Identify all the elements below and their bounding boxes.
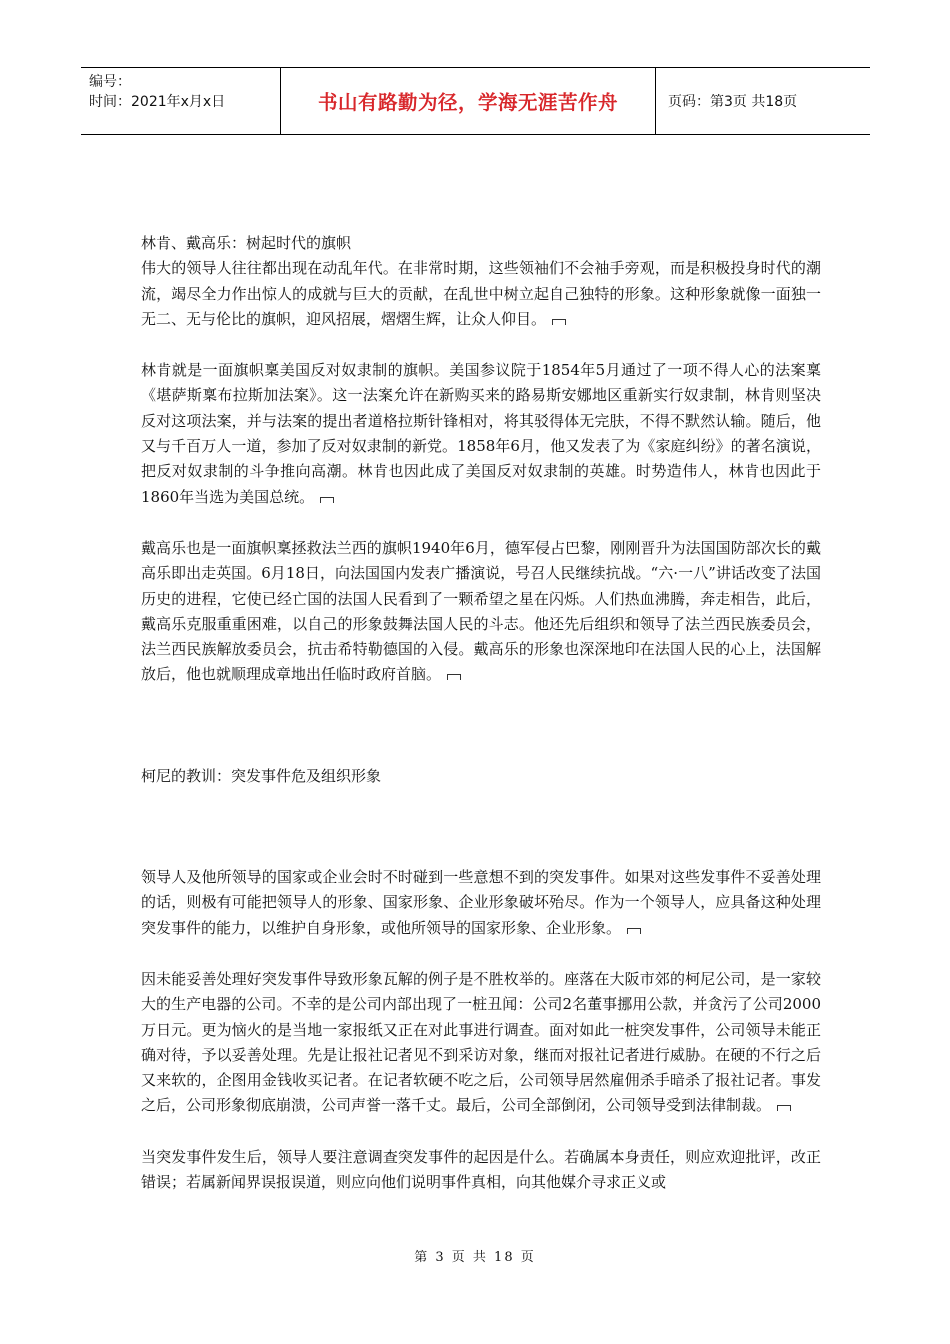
header-motto-cell — [280, 68, 656, 134]
return-mark-icon — [627, 928, 641, 934]
header-meta — [81, 68, 280, 134]
page-footer: 第 3 页 共 18 页 — [414, 1250, 536, 1265]
document-body — [141, 231, 821, 1195]
return-mark-icon — [552, 319, 566, 325]
number-label: 编号： — [89, 74, 131, 90]
motto-text: 书山有路勤为径，学海无涯苦作舟 — [317, 91, 618, 114]
page-header — [81, 67, 870, 135]
page-label: 页码：第3页 共18页 — [668, 94, 798, 110]
return-mark-icon — [320, 497, 334, 503]
paragraph: 戴高乐也是一面旗帜稟拯救法兰西的旗帜1940年6月，德军侵占巴黎，刚刚晋升为法国国防部次长的戴高乐即出走英国。6月18日，向法国国内发表广播演说，号召人民继续抗战。“六·一八”讲话改变了法国历史的进程，它使已经亡国的法国人民看到了一颗希望之星在闪烁。人们热血沸腾，奔走相告，此后，戴高乐克服重重困难，以自己的形象鼓舞法国人民的斗志。他还先后组织和领导了法兰西民族委员会，法兰西民族解放委员会，抗击希特勒德国的入侵。戴高乐的形象也深深地印在法国人民的心上，法国解放后，他也就顺理成章地出任临时政府首脑。 — [141, 538, 821, 684]
section-title: 柯尼的教训：突发事件危及组织形象 — [141, 766, 382, 785]
date-label: 时间：2021年x月x日 — [89, 94, 226, 110]
paragraph: 领导人及他所领导的国家或企业会时不时碰到一些意想不到的突发事件。如果对这些发事件不妥善处理的话，则极有可能把领导人的形象、国家形象、企业形象破坏殆尽。作为一个领导人，应具备这种处理突发事件的能力，以维护自身形象，或他所领导的国家形象、企业形象。 — [141, 868, 821, 937]
return-mark-icon — [447, 674, 461, 680]
paragraph: 伟大的领导人往往都出现在动乱年代。在非常时期，这些领袖们不会袖手旁观，而是积极投身时代的潮流，竭尽全力作出惊人的成就与巨大的贡献，在乱世中树立起自己独特的形象。这种形象就像一面独一无二、无与伦比的旗帜，迎风招展，熠熠生辉，让众人仰目。 — [141, 259, 821, 328]
paragraph: 因未能妥善处理好突发事件导致形象瓦解的例子是不胜枚举的。座落在大阪市郊的柯尼公司，是一家较大的生产电器的公司。不幸的是公司内部出现了一桩丑闻：公司2名董事挪用公款，并贪污了公司2000万日元。更为恼火的是当地一家报纸又正在对此事进行调查。面对如此一桩突发事件，公司领导未能正确对待，予以妥善处理。先是让报社记者见不到采访对象，继而对报社记者进行威胁。在硬的不行之后又来软的，企图用金钱收买记者。在记者软硬不吃之后，公司领导居然雇佣杀手暗杀了报社记者。事发之后，公司形象彻底崩溃，公司声誉一落千丈。最后，公司全部倒闭，公司领导受到法律制裁。 — [141, 969, 821, 1115]
paragraph: 当突发事件发生后，领导人要注意调查突发事件的起因是什么。若确属本身责任，则应欢迎批评，改正错误；若属新闻界误报误道，则应向他们说明事件真相，向其他媒介寻求正义或 — [141, 1147, 821, 1192]
section-title: 林肯、戴高乐：树起时代的旗帜 — [141, 234, 352, 252]
header-page-cell — [656, 68, 870, 134]
paragraph: 林肯就是一面旗帜稟美国反对奴隶制的旗帜。美国参议院于1854年5月通过了一项不得人心的法案稟《堪萨斯稟布拉斯加法案》。这一法案允许在新购买来的路易斯安娜地区重新实行奴隶制，林肯则坚决反对这项法案，并与法案的提出者道格拉斯针锋相对，将其驳得体无完肤，不得不默然认输。随后，他又与千百万人一道，参加了反对奴隶制的新党。1858年6月，他又发表了为《家庭纠纷》的著名演说，把反对奴隶制的斗争推向高潮。林肯也因此成了美国反对奴隶制的英雄。时势造伟人，林肯也因此于1860年当选为美国总统。 — [141, 361, 821, 506]
return-mark-icon — [777, 1105, 791, 1111]
